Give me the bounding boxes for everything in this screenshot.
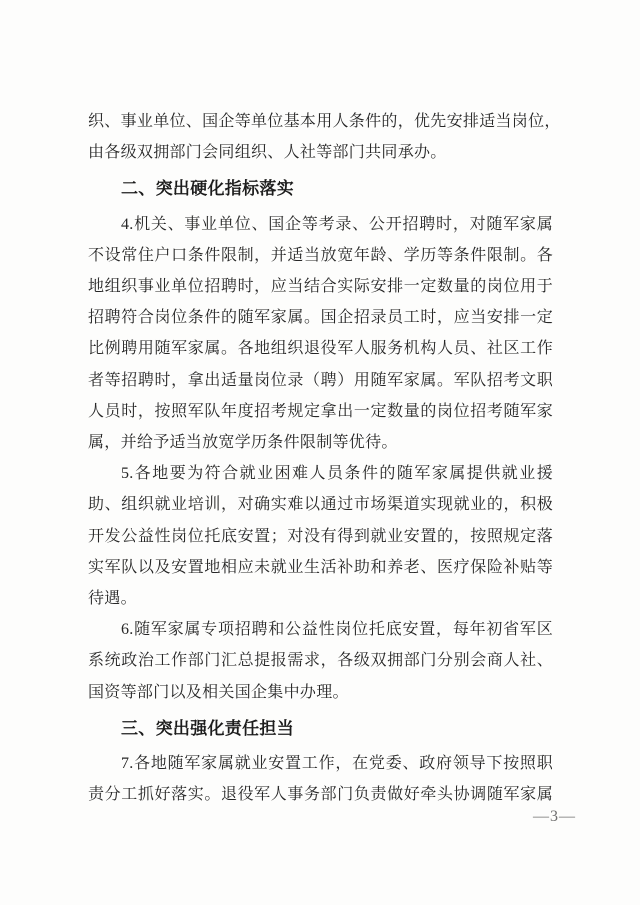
body-line: 4.机关、事业单位、国企等考录、公开招聘时，对随军家属	[121, 215, 553, 233]
body-line: 6.随军家属专项招聘和公益性岗位托底安置，每年初省军区	[121, 621, 553, 639]
body-line: 招聘符合岗位条件的随军家属。国企招录员工时，应当安排一定	[88, 309, 553, 327]
body-line: 助、组织就业培训，对确实难以通过市场渠道实现就业的，积极	[88, 496, 553, 514]
body-line: 属，并给予适当放宽学历条件限制等优待。	[88, 434, 398, 452]
body-line: 开发公益性岗位托底安置；对没有得到就业安置的，按照规定落	[88, 527, 553, 545]
body-line: 由各级双拥部门会同组织、人社等部门共同承办。	[88, 144, 447, 162]
body-line: 系统政治工作部门汇总提报需求，各级双拥部门分别会商人社、	[88, 652, 553, 670]
body-line: 地组织事业单位招聘时，应当结合实际安排一定数量的岗位用于	[88, 278, 553, 296]
body-line: 国资等部门以及相关国企集中办理。	[88, 683, 349, 701]
body-line: 者等招聘时，拿出适量岗位录（聘）用随军家属。军队招考文职	[88, 371, 553, 389]
body-line: 人员时，按照军队年度招考规定拿出一定数量的岗位招考随军家	[88, 402, 553, 420]
body-line: 织、事业单位、国企等单位基本用人条件的，优先安排适当岗位，	[88, 113, 561, 130]
body-line: 责分工抓好落实。退役军人事务部门负责做好牵头协调随军家属	[88, 786, 553, 804]
body-line: 待遇。	[88, 590, 137, 608]
body-line: 5.各地要为符合就业困难人员条件的随军家属提供就业援	[121, 465, 553, 483]
body-line: 实军队以及安置地相应未就业生活补助和养老、医疗保险补贴等	[88, 558, 553, 576]
body-line: 7.各地随军家属就业安置工作，在党委、政府领导下按照职	[121, 755, 553, 773]
body-line: 不设常住户口条件限制，并适当放宽年龄、学历等条件限制。各	[88, 246, 553, 264]
page-number: —3—	[533, 808, 576, 825]
section-heading: 二、突出硬化指标落实	[121, 179, 294, 199]
section-heading: 三、突出强化责任担当	[121, 718, 294, 738]
body-line: 比例聘用随军家属。各地组织退役军人服务机构人员、社区工作	[88, 340, 553, 358]
